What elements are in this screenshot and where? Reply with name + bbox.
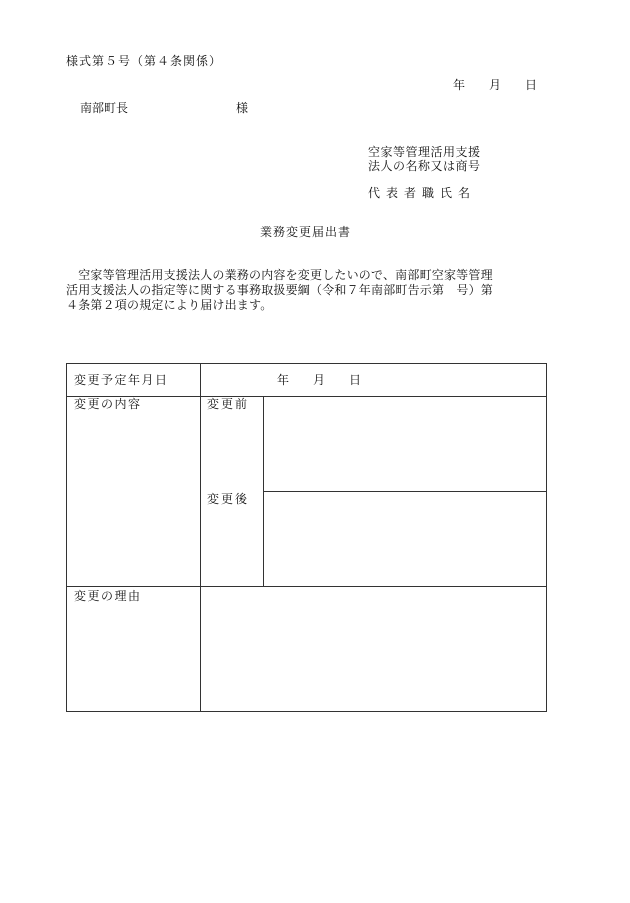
- body-line: 空家等管理活用支援法人の業務の内容を変更したいので、南部町空家等管理: [66, 268, 493, 282]
- after-change-label: 変更後: [207, 492, 250, 506]
- body-line: ４条第２項の規定により届け出ます。: [66, 298, 273, 312]
- change-reason-field[interactable]: [202, 587, 547, 711]
- change-table: [66, 363, 547, 712]
- before-change-field[interactable]: [265, 397, 547, 491]
- scheduled-date-label: 変更予定年月日: [74, 373, 169, 387]
- document-title: 業務変更届出書: [260, 225, 352, 239]
- form-number: 様式第５号（第４条関係）: [66, 54, 223, 68]
- applicant-org-label-line-2: 法人の名称又は商号: [368, 159, 481, 173]
- body-paragraph: [66, 268, 548, 313]
- addressee: 南部町長: [80, 101, 129, 115]
- before-change-label: 変更前: [207, 397, 250, 411]
- change-content-label: 変更の内容: [74, 397, 142, 411]
- table-divider: [263, 396, 264, 586]
- body-line: 活用支援法人の指定等に関する事務取扱要綱（令和７年南部町告示第 号）第: [66, 283, 494, 297]
- change-reason-label: 変更の理由: [74, 589, 142, 603]
- submission-date: 年 月 日: [453, 78, 538, 92]
- table-divider: [200, 364, 201, 711]
- applicant-org-label-line-1: 空家等管理活用支援: [368, 145, 481, 159]
- representative-label: 代表者職氏名: [368, 186, 477, 200]
- addressee-honorific: 様: [236, 101, 249, 115]
- scheduled-date-value[interactable]: 年 月 日: [277, 373, 362, 387]
- after-change-field[interactable]: [265, 492, 547, 586]
